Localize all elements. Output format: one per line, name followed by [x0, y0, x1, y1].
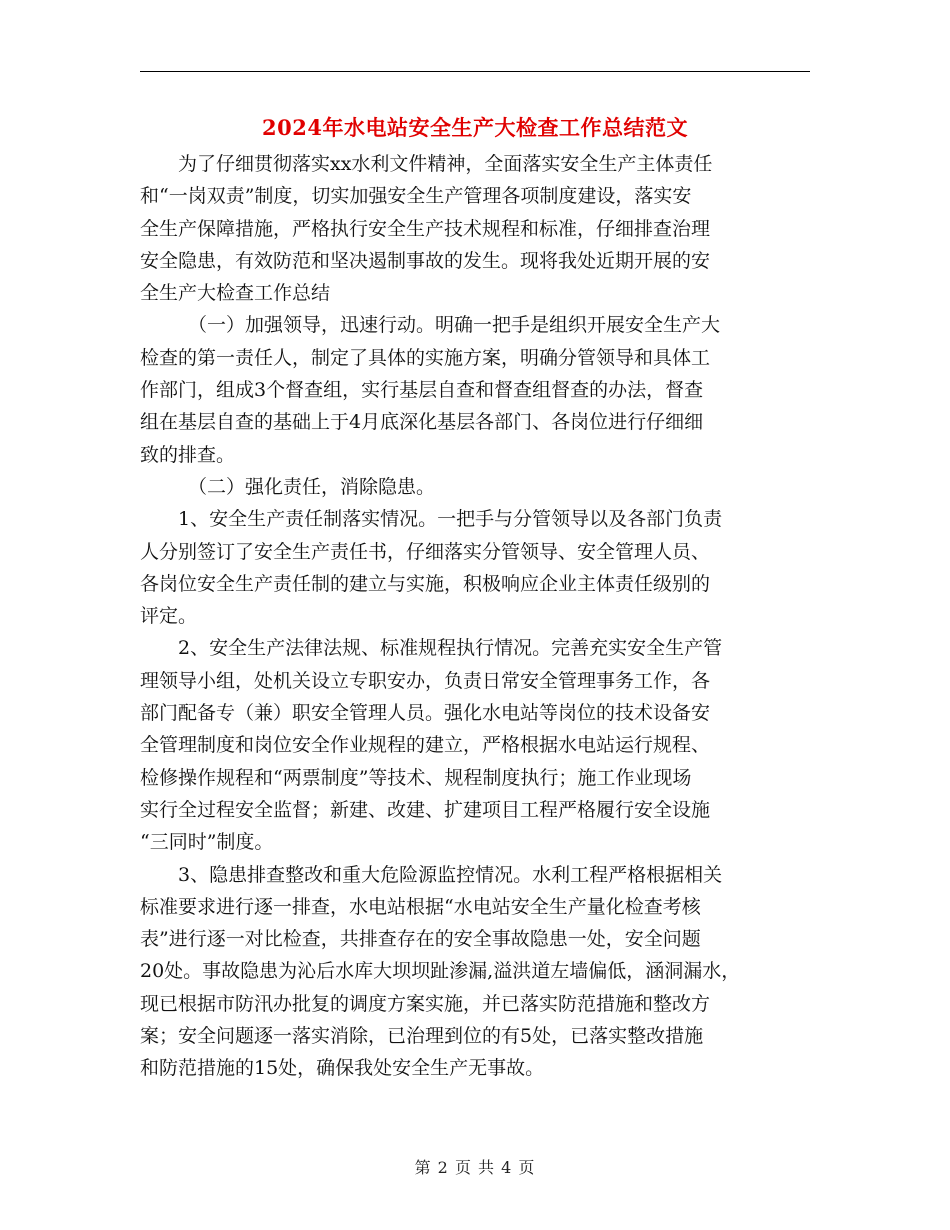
paragraph-line: 全生产保障措施，严格执行安全生产技术规程和标准，仔细排查治理: [140, 217, 711, 240]
paragraph: [140, 859, 810, 1085]
paragraph-line: 3、隐患排查整改和重大危险源监控情况。水利工程严格根据相关: [178, 863, 723, 886]
paragraph: [140, 309, 810, 470]
paragraph-line: 实行全过程安全监督；新建、改建、扩建项目工程严格履行安全设施: [140, 798, 711, 821]
paragraph-line: 全管理制度和岗位安全作业规程的建立，严格根据水电站运行规程、: [140, 734, 711, 757]
paragraph-line: 致的排查。: [140, 443, 236, 466]
paragraph-line: “三同时”制度。: [140, 831, 274, 854]
paragraph-line: 和防范措施的15处，确保我处安全生产无事故。: [140, 1057, 545, 1080]
paragraph-line: 表”进行逐一对比检查，共排查存在的安全事故隐患一处，安全问题: [140, 928, 701, 951]
paragraph-line: 评定。: [140, 605, 198, 628]
paragraph-line: 检修操作规程和“两票制度”等技术、规程制度执行；施工作业现场: [140, 766, 692, 789]
paragraph: [140, 471, 810, 503]
paragraph-line: 各岗位安全生产责任制的建立与实施，积极响应企业主体责任级别的: [140, 572, 711, 595]
paragraph-line: 部门配备专（兼）职安全管理人员。强化水电站等岗位的技术设备安: [140, 702, 711, 725]
paragraph-line: 理领导小组，处机关设立专职安办，负责日常安全管理事务工作，各: [140, 669, 711, 692]
header-rule: [140, 71, 810, 72]
paragraph-line: 1、安全生产责任制落实情况。一把手与分管领导以及各部门负责: [178, 508, 723, 531]
paragraph-line: （二）强化责任，消除隐患。: [188, 475, 436, 498]
paragraph-line: 安全隐患，有效防范和坚决遏制事故的发生。现将我处近期开展的安: [140, 249, 711, 272]
paragraph-line: 作部门，组成3个督查组，实行基层自查和督查组督查的办法，督查: [140, 379, 704, 402]
paragraph-line: 人分别签订了安全生产责任书，仔细落实分管领导、安全管理人员、: [140, 540, 711, 563]
paragraph-line: 为了仔细贯彻落实xx水利文件精神，全面落实安全生产主体责任: [178, 153, 713, 175]
paragraph-line: 组在基层自查的基础上于4月底深化基层各部门、各岗位进行仔细细: [140, 411, 704, 434]
paragraph-line: 案；安全问题逐一落实消除，已治理到位的有5处，已落实整改措施: [140, 1025, 704, 1048]
paragraph-line: 检查的第一责任人，制定了具体的实施方案，明确分管领导和具体工: [140, 346, 711, 369]
paragraph-line: 全生产大检查工作总结: [140, 282, 331, 305]
paragraph: [140, 148, 810, 309]
paragraph-line: 现已根据市防汛办批复的调度方案实施，并已落实防范措施和整改方: [140, 992, 711, 1015]
document-body: [140, 148, 810, 1085]
document-title: 2024年水电站安全生产大检查工作总结范文: [262, 115, 688, 140]
paragraph-line: 和“一岗双责”制度，切实加强安全生产管理各项制度建设，落实安: [140, 185, 692, 208]
paragraph-line: 20处。事故隐患为沁后水库大坝坝趾渗漏,溢洪道左墙偏低，涵洞漏水，: [140, 960, 741, 983]
paragraph: [140, 503, 810, 632]
paragraph: [140, 632, 810, 858]
page-footer: 第 2 页 共 4 页: [414, 1158, 536, 1177]
paragraph-line: 2、安全生产法律法规、标准规程执行情况。完善充实安全生产管: [178, 637, 723, 660]
paragraph-line: （一）加强领导，迅速行动。明确一把手是组织开展安全生产大: [188, 314, 721, 337]
paragraph-line: 标准要求进行逐一排查，水电站根据“水电站安全生产量化检查考核: [140, 895, 701, 918]
